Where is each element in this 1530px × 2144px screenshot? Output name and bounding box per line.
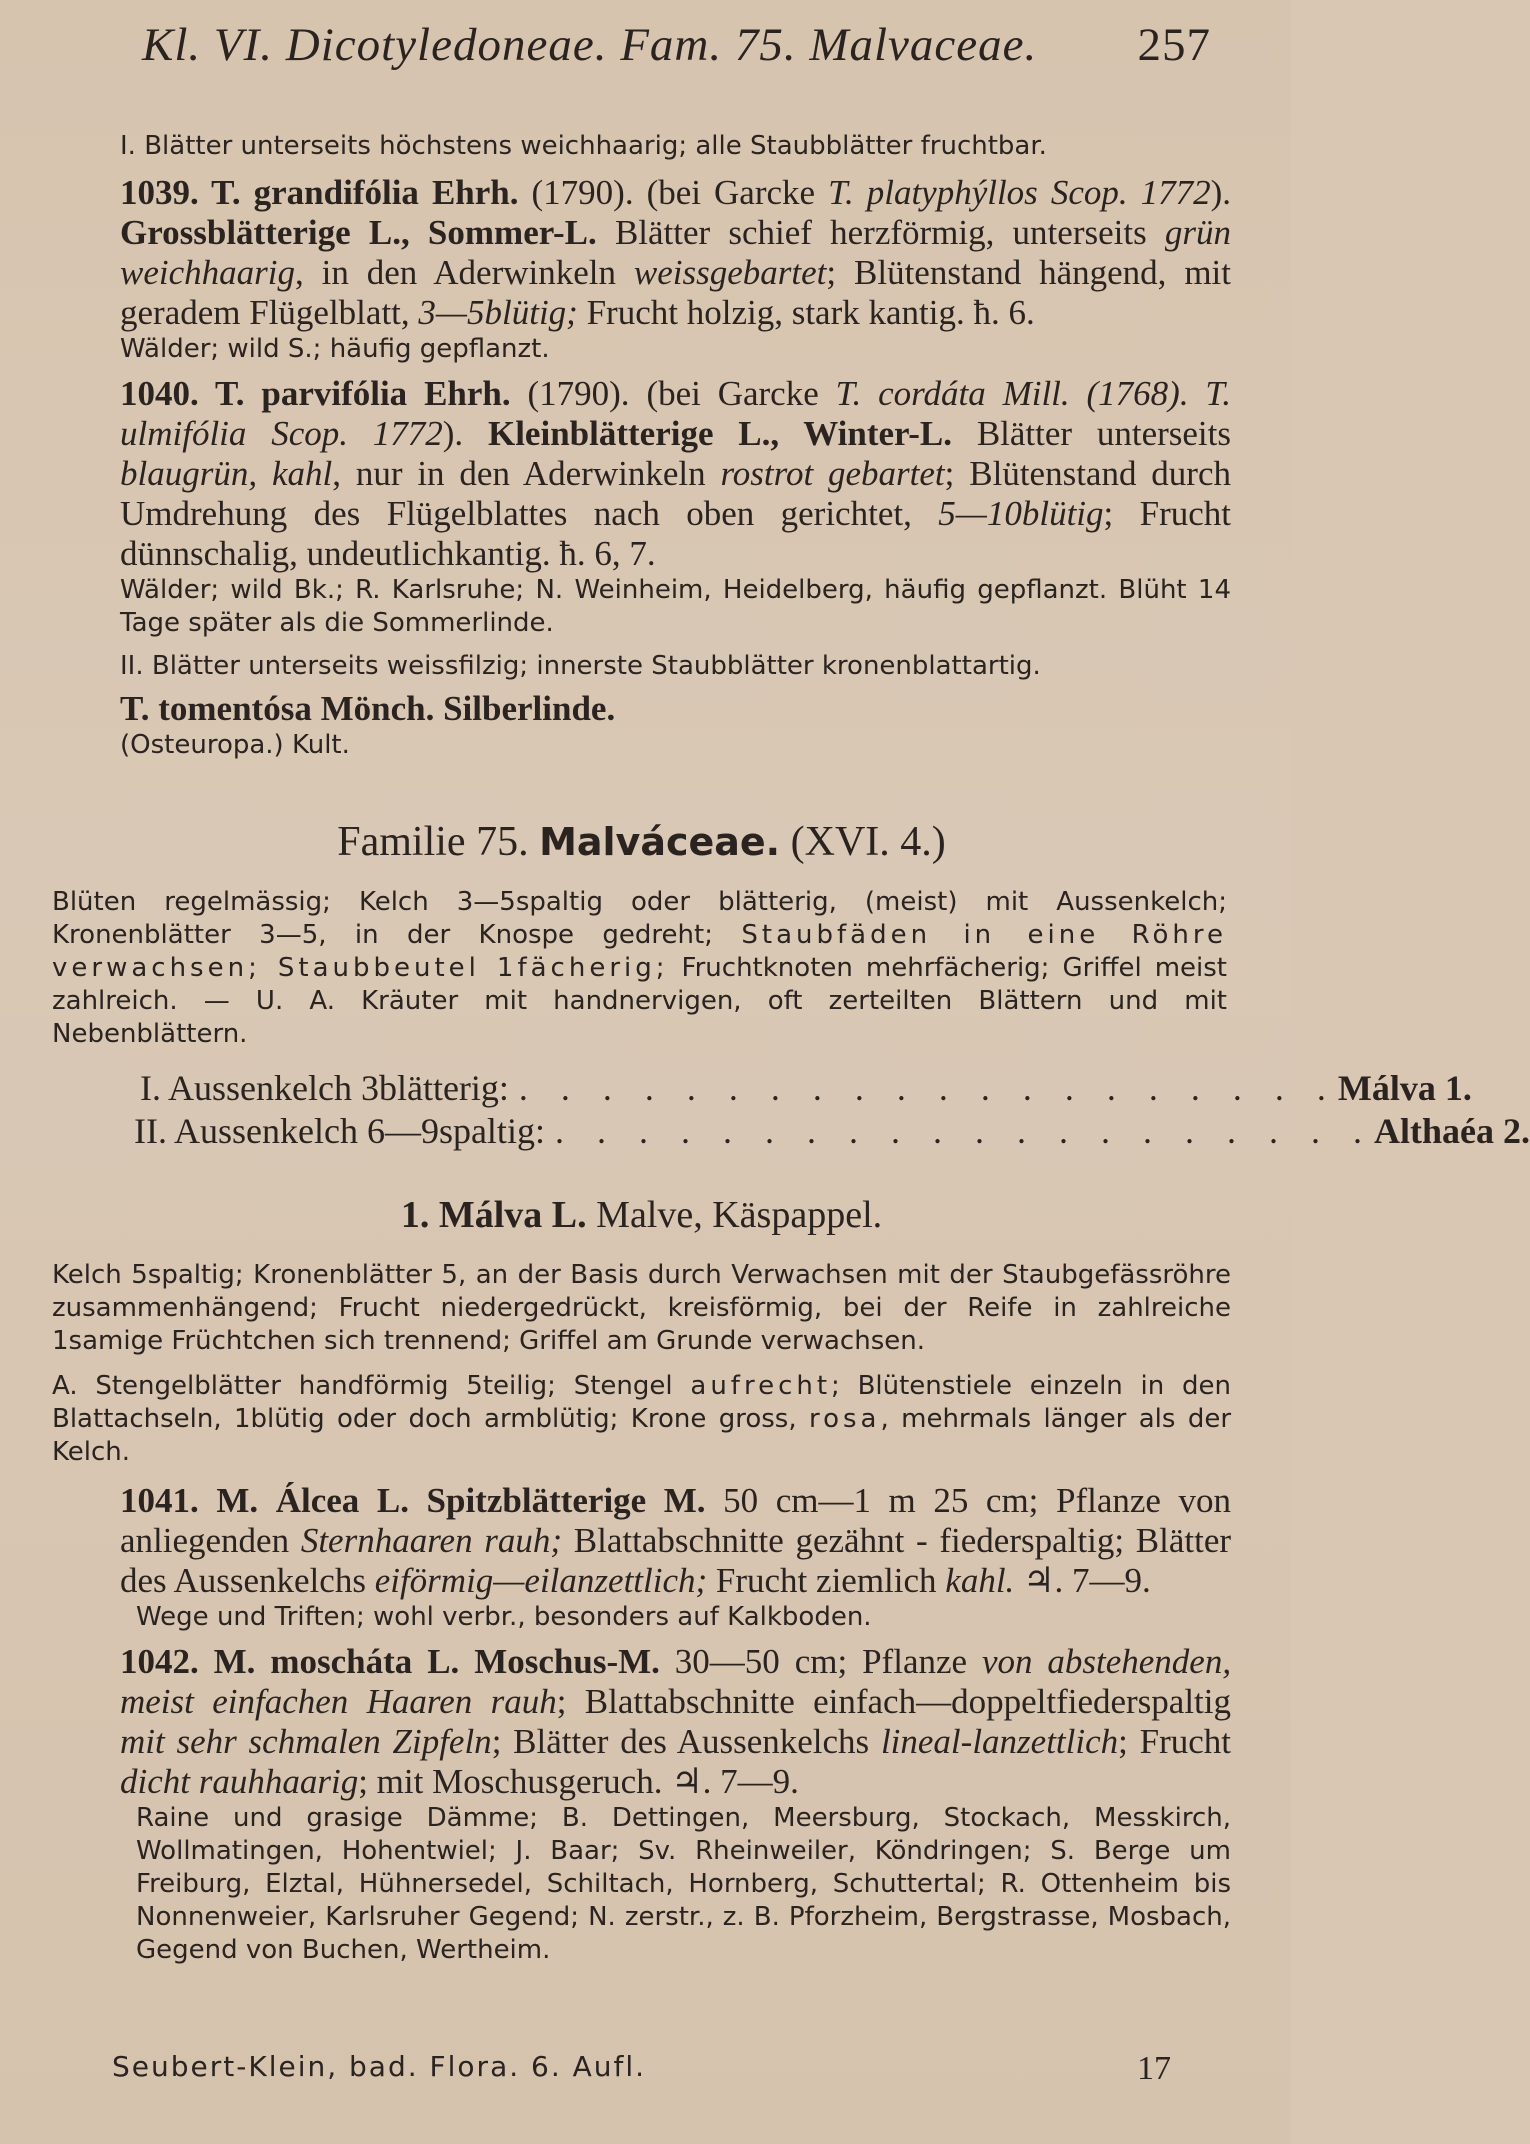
entry-tomentosa: T. tomentósa Mönch. Silberlinde. (120, 689, 616, 728)
genus-description: Kelch 5spaltig; Kronenblätter 5, an der Basis durch Verwachsen mit der Staubgefässröhre zusammenhängend; Frucht niedergedrückt, kreisförmig, bei der Reife in zahlreiche 1samige Früchtchen sich trennend; Griffel am Grunde verwachsen. (52, 1260, 1231, 1356)
habitat-1039: Wälder; wild S.; häufig gepflanzt. (120, 334, 550, 364)
running-head-title: Kl. VI. Dicotyledoneae. Fam. 75. Malvaceae. (142, 19, 1038, 71)
entry-1042: 1042. M. moscháta L. Moschus-M. 30—50 cm; Pflanze von abstehenden, meist einfachen Haaren rauh; Blattabschnitte einfach—doppeltfiederspaltig mit sehr schmalen Zipfeln; Blätter des Aussenkelchs lineal-lanzettlich; Frucht dicht rauhhaarig; mit Moschusgeruch. ♃. 7—9. (120, 1642, 1232, 1801)
habitat-tomentosa: (Osteuropa.) Kult. (120, 730, 350, 760)
entry-1039: 1039. T. grandifólia Ehrh. (1790). (bei Garcke T. platyphýllos Scop. 1772). Grossblätterige L., Sommer-L. Blätter schief herzförmig, unterseits grün weichhaarig, in den Aderwinkeln weissgebartet; Blütenstand hängend, mit geradem Flügelblatt, 3—5blütig; Frucht holzig, stark kantig. ħ. 6. (120, 173, 1232, 332)
page-number: 257 (1137, 19, 1211, 71)
common-name: Grossblätterige L., Sommer-L. (120, 213, 597, 252)
habitat-1041: Wege und Triften; wohl verbr., besonders auf Kalkboden. (136, 1602, 872, 1632)
entry-1041: 1041. M. Álcea L. Spitzblätterige M. 50 cm—1 m 25 cm; Pflanze von anliegenden Sternhaaren rauh; Blattabschnitte gezähnt - fiederspaltig; Blätter des Aussenkelchs eiförmig—eilanzettlich; Frucht ziemlich kahl. ♃. 7—9. (120, 1481, 1232, 1600)
key-row: I. Aussenkelch 3blätterig: . . . . . . . . . . . . . . . . . . . . Málva 1. (140, 1068, 1472, 1108)
group-heading-2: II. Blätter unterseits weissfilzig; innerste Staubblätter kronenblattartig. (120, 651, 1041, 681)
common-name: Kleinblätterige L., Winter-L. (487, 414, 953, 453)
genus-heading: 1. Málva L. Malve, Käspappel. (400, 1194, 883, 1236)
group-heading-1: I. Blätter unterseits höchstens weichhaarig; alle Staubblätter fruchtbar. (120, 131, 1047, 161)
footer-imprint: Seubert-Klein, bad. Flora. 6. Aufl. (112, 2050, 647, 2083)
group-heading-A: A. Stengelblätter handförmig 5teilig; Stengel aufrecht; Blütenstiele einzeln in den Blattachseln, 1blütig oder doch armblütig; Krone gross, rosa, mehrmals länger als der Kelch. (52, 1371, 1232, 1467)
genus-key (52, 1067, 1530, 1153)
signature-mark: 17 (1137, 2050, 1171, 2087)
habitat-1042: Raine und grasige Dämme; B. Dettingen, Meersburg, Stockach, Messkirch, Wollmatingen, Hohentwiel; J. Baar; Sv. Rheinweiler, Köndringen; S. Berge um Freiburg, Elztal, Hühnersedel, Schiltach, Hornberg, Schuttertal; R. Ottenheim bis Nonnenweier, Karlsruher Gegend; N. zerstr., z. B. Pforzheim, Bergstrasse, Mosbach, Gegend von Buchen, Wertheim. (136, 1803, 1231, 1965)
common-name: Moschus-M. (474, 1642, 660, 1681)
family-description: Blüten regelmässig; Kelch 3—5spaltig oder blätterig, (meist) mit Aussenkelch; Kronenblätter 3—5, in der Knospe gedreht; Staubfäden in eine Röhre verwachsen; Staubbeutel 1fächerig; Fruchtknoten mehrfächerig; Griffel meist zahlreich. — U. A. Kräuter mit handnervigen, oft zerteilten Blättern und mit Nebenblättern. (52, 887, 1228, 1049)
page-footer (112, 2050, 1171, 2088)
family-heading: Familie 75. Malváceae. (XVI. 4.) (337, 819, 946, 865)
running-head (142, 18, 1211, 78)
common-name: Spitzblätterige M. (426, 1481, 706, 1520)
habitat-1040: Wälder; wild Bk.; R. Karlsruhe; N. Weinheim, Heidelberg, häufig gepflanzt. Blüht 14 Tage später als die Sommerlinde. (120, 575, 1231, 638)
entry-1040: 1040. T. parvifólia Ehrh. (1790). (bei Garcke T. cordáta Mill. (1768). T. ulmifólia Scop. 1772). Kleinblätterige L., Winter-L. Blätter unterseits blaugrün, kahl, nur in den Aderwinkeln rostrot gebartet; Blütenstand durch Umdrehung des Flügelblattes nach oben gerichtet, 5—10blütig; Frucht dünnschalig, undeutlichkantig. ħ. 6, 7. (120, 374, 1232, 573)
key-row: II. Aussenkelch 6—9spaltig: . . . . . . . . . . . . . . . . . . . . Althaéa 2. (134, 1111, 1530, 1151)
